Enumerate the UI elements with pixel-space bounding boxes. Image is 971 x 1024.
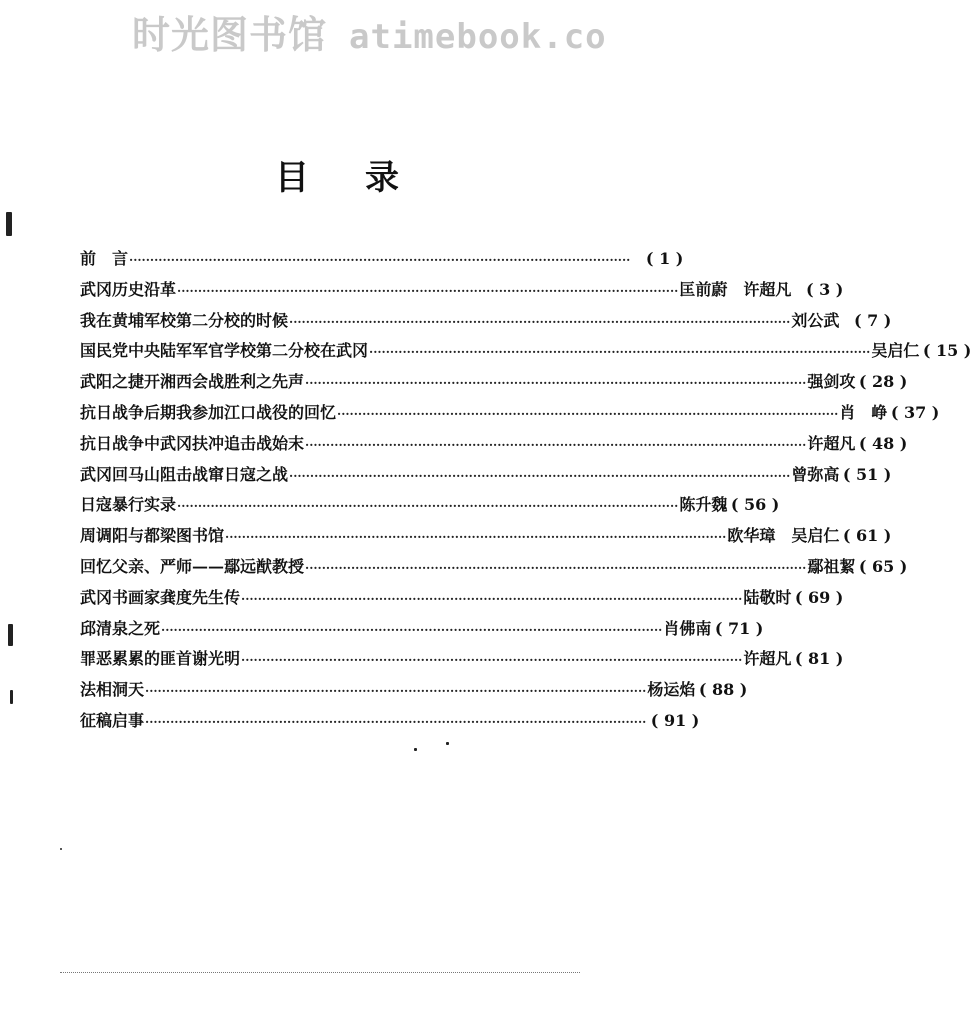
- toc-entry-author: 强剑攻: [807, 372, 856, 392]
- toc-leader-dots: ························································································································: [305, 376, 807, 391]
- toc-entry-title: 抗日战争后期我参加江口战役的回忆: [80, 402, 337, 422]
- toc-entry-title: 征稿启事: [80, 710, 145, 730]
- toc-entry-title: 邱清泉之死: [80, 618, 161, 638]
- toc-entry-author: 刘公武: [791, 310, 840, 330]
- scan-speck: [6, 212, 12, 236]
- toc-leader-dots: ························································································································: [161, 622, 663, 637]
- toc-entry: [80, 708, 700, 739]
- toc-entry-page: ( 51 ): [842, 464, 892, 484]
- toc-leader-dots: ························································································································: [289, 468, 791, 483]
- toc-entry-author: 曾弥高: [791, 464, 840, 484]
- toc-entry-page: ( 69 ): [794, 587, 844, 607]
- toc-entry: [80, 523, 892, 554]
- scan-speck: [414, 748, 417, 751]
- toc-entry: [80, 646, 844, 677]
- toc-entry-title: 抗日战争中武冈扶冲追击战始末: [80, 433, 305, 453]
- toc-leader-dots: ························································································································: [305, 437, 807, 452]
- toc-entry-title: 武冈书画家龚度先生传: [80, 587, 241, 607]
- toc-entry: [80, 492, 780, 523]
- toc-leader-dots: ························································································································: [177, 283, 679, 298]
- toc-entry-page: ( 1 ): [645, 249, 684, 268]
- toc-entry: [80, 369, 908, 400]
- toc-leader-dots: ························································································································: [145, 684, 647, 699]
- toc-entry-page: ( 56 ): [730, 495, 780, 515]
- toc-entry-author: 许超凡: [807, 433, 856, 453]
- toc-leader-dots: ························································································································: [129, 253, 631, 267]
- toc-entry: [80, 431, 908, 462]
- watermark: [0, 4, 674, 59]
- toc-entry-page: ( 37 ): [890, 402, 940, 422]
- toc-entry-title: 罪恶累累的匪首谢光明: [80, 649, 241, 669]
- toc-entry-page: ( 3 ): [805, 279, 844, 299]
- toc-leader-dots: ························································································································: [225, 530, 727, 545]
- toc-entry-page: ( 61 ): [842, 526, 892, 546]
- toc-entry-author: 杨运焰: [647, 680, 696, 700]
- toc-leader-dots: ························································································································: [305, 560, 807, 575]
- toc-leader-dots: ························································································································: [177, 499, 679, 514]
- toc-entry-title: 武冈回马山阻击战窜日寇之战: [80, 464, 289, 484]
- page-title: 目录: [275, 158, 455, 198]
- toc-entry-title: 武阳之捷开湘西会战胜利之先声: [80, 372, 305, 392]
- toc-entry-page: ( 81 ): [794, 649, 844, 669]
- toc-leader-dots: ························································································································: [241, 591, 743, 606]
- toc-entry-title: 法相洞天: [80, 680, 145, 700]
- watermark-cn: 时光图书馆: [132, 13, 328, 57]
- toc-entry: [80, 277, 844, 308]
- scan-speck: [10, 690, 13, 704]
- toc-entry-page: ( 48 ): [858, 433, 908, 453]
- toc-entry-page: ( 65 ): [858, 556, 908, 576]
- toc-entry-title: 我在黄埔军校第二分校的时候: [80, 310, 289, 330]
- toc-entry-title: 日寇暴行实录: [80, 495, 177, 515]
- scan-speck: [446, 742, 449, 745]
- toc-entry-author: 肖佛南: [663, 618, 712, 638]
- toc-entry-author: 欧华璋 吴启仁: [727, 526, 840, 546]
- toc-entry: [80, 554, 908, 585]
- toc-entry: [80, 338, 971, 369]
- toc-entry-page: ( 28 ): [858, 372, 908, 392]
- toc-entry-author: 匡前蔚 许超凡: [679, 279, 792, 299]
- toc-entry-author: 陆敬时: [743, 587, 792, 607]
- toc-entry-page: ( 71 ): [714, 618, 764, 638]
- toc-entry-author: 肖 峥: [839, 402, 888, 422]
- toc-entry-page: ( 88 ): [698, 680, 748, 700]
- toc-entry-author: 陈升魏: [679, 495, 728, 515]
- toc-leader-dots: ························································································································: [145, 714, 647, 729]
- toc-leader-dots: ························································································································: [337, 406, 839, 421]
- toc-leader-dots: ························································································································: [369, 345, 871, 360]
- scan-bottom-edge: [60, 972, 580, 973]
- toc-entry-title: 前 言: [80, 249, 129, 268]
- toc-entry-title: 周调阳与都梁图书馆: [80, 526, 225, 546]
- watermark-url: atimebook.co: [349, 17, 607, 57]
- toc-leader-dots: ························································································································: [289, 314, 791, 329]
- toc-entry-author: 许超凡: [743, 649, 792, 669]
- toc-entry-title: 武冈历史沿革: [80, 279, 177, 299]
- toc-entry: [80, 308, 892, 339]
- toc-entry-title: 国民党中央陆军军官学校第二分校在武冈: [80, 341, 369, 361]
- scan-speck: [8, 624, 13, 646]
- toc-entry: [80, 400, 940, 431]
- toc-leader-dots: ························································································································: [241, 653, 743, 668]
- scan-speck: [60, 848, 62, 850]
- toc-entry-title: 回忆父亲、严师——鄢远猷教授: [80, 556, 305, 576]
- toc-entry: [80, 246, 684, 277]
- table-of-contents: [80, 246, 971, 739]
- toc-entry-page: ( 7 ): [853, 310, 892, 330]
- toc-entry: [80, 585, 844, 616]
- toc-entry-page: ( 91 ): [650, 710, 700, 730]
- toc-entry-author: 鄢祖絜: [807, 556, 856, 576]
- toc-entry: [80, 616, 764, 647]
- toc-entry: [80, 677, 748, 708]
- toc-entry: [80, 462, 892, 493]
- toc-entry-page: ( 15 ): [922, 341, 971, 361]
- toc-entry-author: 吴启仁: [871, 341, 920, 361]
